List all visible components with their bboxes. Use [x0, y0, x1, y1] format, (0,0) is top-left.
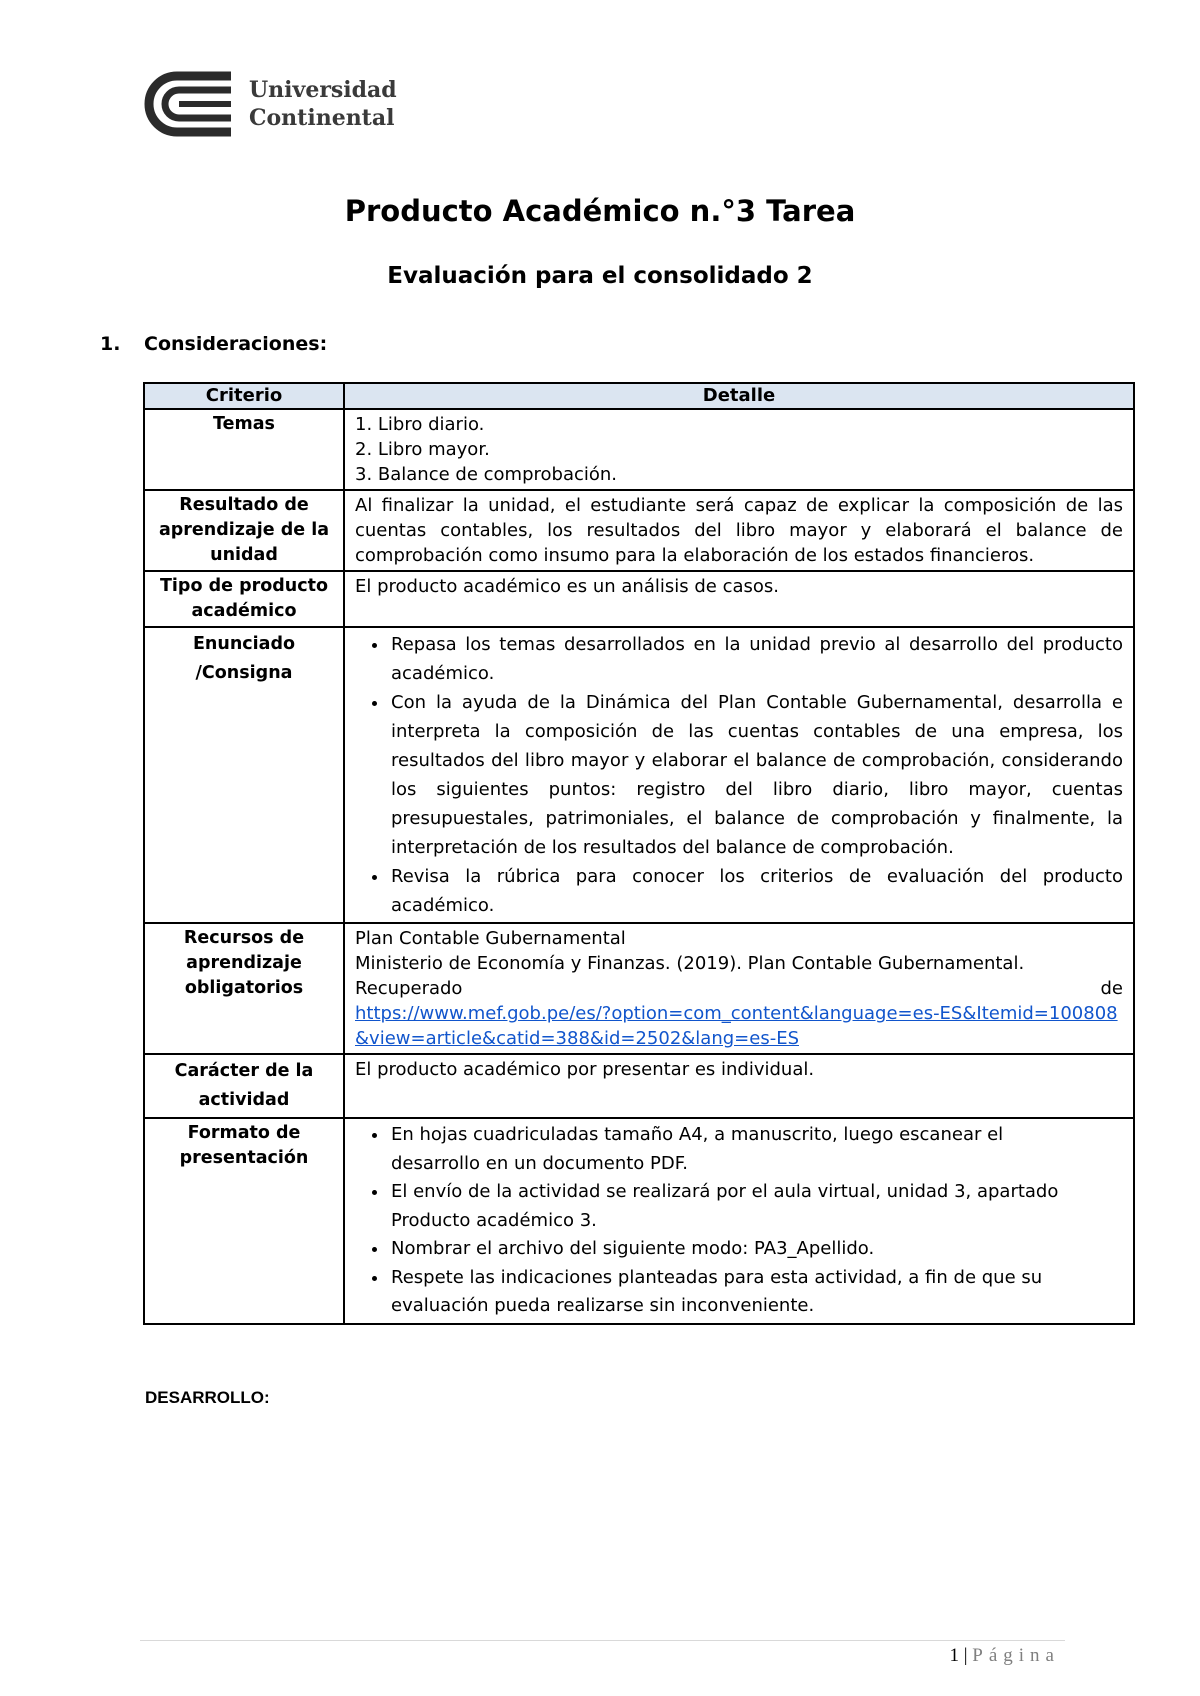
logo-line-1: Universidad — [249, 77, 397, 103]
list-item: • Revisa la rúbrica para conocer los criterios de evaluación del producto académico. — [389, 862, 1123, 920]
page-footer — [949, 1645, 1060, 1667]
page-title: Producto Académico n.°3 Tarea — [344, 194, 856, 228]
de-text: de — [1100, 978, 1123, 999]
recuperado-text: Recuperado — [355, 978, 463, 999]
continental-logo-icon — [143, 70, 235, 138]
tema-item: 1. Libro diario. — [355, 414, 485, 435]
header-detalle: Detalle — [344, 383, 1134, 409]
mef-link[interactable]: https://www.mef.gob.pe/es/?option=com_content&language=es-ES&Itemid=100808&view=article&catid=388&id=2502&lang=es-ES — [355, 1003, 1118, 1049]
page-label: Página — [972, 1645, 1060, 1666]
footer-separator: | — [963, 1645, 968, 1666]
detalle-tipo: El producto académico es un análisis de casos. — [344, 571, 1134, 627]
section-label: Consideraciones: — [144, 333, 328, 355]
enunciado-label-2: /Consigna — [195, 663, 293, 683]
row-tipo — [144, 571, 1134, 627]
considerations-table — [143, 382, 1135, 1325]
tema-item: 3. Balance de comprobación. — [355, 464, 618, 485]
list-item: • Con la ayuda de la Dinámica del Plan Contable Gubernamental, desarrolla e interpreta la composición de las cuentas contables de una empresa, los resultados del libro mayor y elaborar el balance de comprobación, considerando los siguientes puntos: registro del libro diario, libro mayor, cuentas presupuestales, patrimoniales, el balance de comprobación y finalmente, la interpretación de los resultados del balance de comprobación. — [389, 688, 1123, 862]
detalle-recursos — [344, 923, 1134, 1054]
footer-divider — [140, 1640, 1065, 1641]
criterio-resultado: Resultado de aprendizaje de la unidad — [144, 490, 344, 571]
formato-list — [355, 1121, 1123, 1321]
desarrollo-heading: DESARROLLO: — [145, 1388, 270, 1407]
logo-text — [249, 76, 397, 132]
criterio-temas: Temas — [144, 409, 344, 490]
section-number: 1. — [100, 333, 121, 355]
detalle-temas — [344, 409, 1134, 490]
detalle-resultado: Al finalizar la unidad, el estudiante será capaz de explicar la composición de las cuentas contables, los resultados del libro mayor y elaborará el balance de comprobación como insumo para la elaboración de los estados financieros. — [344, 490, 1134, 571]
criterio-recursos: Recursos de aprendizaje obligatorios — [144, 923, 344, 1054]
criterio-formato: Formato de presentación — [144, 1118, 344, 1324]
tema-item: 2. Libro mayor. — [355, 439, 490, 460]
row-recursos — [144, 923, 1134, 1054]
detalle-enunciado — [344, 627, 1134, 923]
page-number: 1 — [949, 1645, 959, 1666]
recurso-title: Plan Contable Gubernamental — [355, 928, 626, 949]
row-formato — [144, 1118, 1134, 1324]
detalle-caracter: El producto académico por presentar es individual. — [344, 1054, 1134, 1118]
section-heading — [100, 333, 327, 355]
row-resultado — [144, 490, 1134, 571]
list-item: • En hojas cuadriculadas tamaño A4, a manuscrito, luego escanear el desarrollo en un documento PDF. — [389, 1121, 1083, 1178]
page-subtitle: Evaluación para el consolidado 2 — [387, 263, 813, 289]
header-criterio: Criterio — [144, 383, 344, 409]
list-item: • Repasa los temas desarrollados en la unidad previo al desarrollo del producto académico. — [389, 630, 1123, 688]
enunciado-list — [355, 630, 1123, 920]
list-item: • Nombrar el archivo del siguiente modo: PA3_Apellido. — [389, 1235, 1083, 1264]
row-temas — [144, 409, 1134, 490]
row-enunciado — [144, 627, 1134, 923]
table-header-row — [144, 383, 1134, 409]
recurso-recuperado-line — [355, 976, 1123, 1001]
list-item: • El envío de la actividad se realizará por el aula virtual, unidad 3, apartado Producto académico 3. — [389, 1178, 1083, 1235]
criterio-tipo: Tipo de producto académico — [144, 571, 344, 627]
recurso-citation: Ministerio de Economía y Finanzas. (2019). Plan Contable Gubernamental. — [355, 953, 1025, 974]
header-logo — [143, 70, 397, 138]
criterio-enunciado — [144, 627, 344, 923]
list-item: • Respete las indicaciones planteadas para esta actividad, a fin de que su evaluación pueda realizarse sin inconveniente. — [389, 1264, 1083, 1321]
row-caracter — [144, 1054, 1134, 1118]
detalle-formato — [344, 1118, 1134, 1324]
logo-line-2: Continental — [249, 105, 395, 131]
criterio-caracter: Carácter de la actividad — [144, 1054, 344, 1118]
enunciado-label-1: Enunciado — [192, 634, 296, 654]
